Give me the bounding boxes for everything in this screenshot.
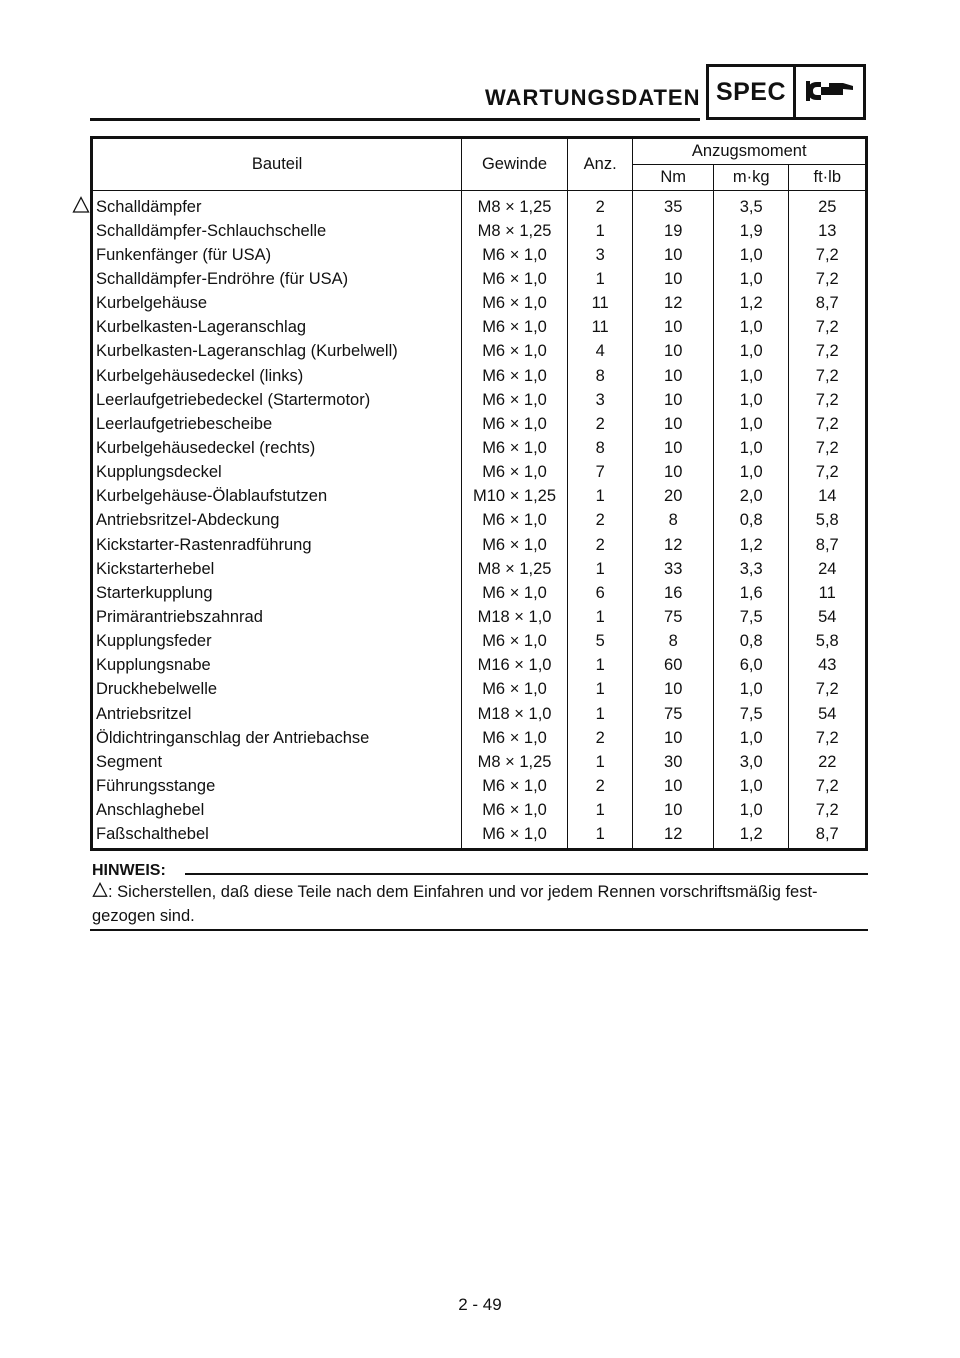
table-row bbox=[92, 799, 867, 823]
nm-cell: 60 bbox=[633, 654, 713, 678]
part-cell: Kurbelgehäusedeckel (rechts) bbox=[92, 436, 462, 460]
header-rule bbox=[90, 118, 700, 121]
ftlb-cell: 7,2 bbox=[789, 799, 867, 823]
nm-cell: 30 bbox=[633, 750, 713, 774]
thread-cell: M6 × 1,0 bbox=[462, 292, 568, 316]
thread-cell: M6 × 1,0 bbox=[462, 630, 568, 654]
mkg-cell: 1,0 bbox=[713, 774, 789, 798]
thread-cell: M6 × 1,0 bbox=[462, 388, 568, 412]
mkg-cell: 1,2 bbox=[713, 823, 789, 850]
table-row bbox=[92, 412, 867, 436]
table-row bbox=[92, 678, 867, 702]
nm-cell: 10 bbox=[633, 799, 713, 823]
table-row bbox=[92, 702, 867, 726]
nm-cell: 10 bbox=[633, 678, 713, 702]
qty-cell: 1 bbox=[567, 557, 633, 581]
ftlb-cell: 7,2 bbox=[789, 267, 867, 291]
part-cell: Kurbelgehäuse bbox=[92, 292, 462, 316]
nm-cell: 19 bbox=[633, 219, 713, 243]
table-row bbox=[92, 388, 867, 412]
nm-cell: 10 bbox=[633, 267, 713, 291]
part-cell: Kupplungsdeckel bbox=[92, 461, 462, 485]
table-row bbox=[92, 581, 867, 605]
qty-cell: 2 bbox=[567, 509, 633, 533]
table-row bbox=[92, 219, 867, 243]
ftlb-cell: 43 bbox=[789, 654, 867, 678]
triangle-mark-icon bbox=[72, 196, 90, 214]
mkg-cell: 1,0 bbox=[713, 267, 789, 291]
part-cell: Kurbelgehäusedeckel (links) bbox=[92, 364, 462, 388]
part-cell: Kurbelkasten-Lageranschlag (Kurbelwell) bbox=[92, 340, 462, 364]
qty-cell: 1 bbox=[567, 702, 633, 726]
qty-cell: 7 bbox=[567, 461, 633, 485]
header-mkg: m·kg bbox=[713, 165, 789, 191]
nm-cell: 10 bbox=[633, 243, 713, 267]
header-thread: Gewinde bbox=[462, 138, 568, 191]
nm-cell: 35 bbox=[633, 191, 713, 220]
ftlb-cell: 8,7 bbox=[789, 292, 867, 316]
table-row bbox=[92, 533, 867, 557]
nm-cell: 8 bbox=[633, 630, 713, 654]
ftlb-cell: 7,2 bbox=[789, 243, 867, 267]
qty-cell: 2 bbox=[567, 726, 633, 750]
nm-cell: 33 bbox=[633, 557, 713, 581]
ftlb-cell: 7,2 bbox=[789, 364, 867, 388]
qty-cell: 2 bbox=[567, 774, 633, 798]
thread-cell: M10 × 1,25 bbox=[462, 485, 568, 509]
nm-cell: 75 bbox=[633, 605, 713, 629]
part-cell: Kickstarter-Rastenradführung bbox=[92, 533, 462, 557]
mkg-cell: 1,0 bbox=[713, 243, 789, 267]
torque-table bbox=[90, 136, 868, 851]
thread-cell: M6 × 1,0 bbox=[462, 364, 568, 388]
qty-cell: 1 bbox=[567, 267, 633, 291]
thread-cell: M18 × 1,0 bbox=[462, 702, 568, 726]
qty-cell: 2 bbox=[567, 191, 633, 220]
part-cell: Leerlaufgetriebescheibe bbox=[92, 412, 462, 436]
qty-cell: 5 bbox=[567, 630, 633, 654]
table-row bbox=[92, 750, 867, 774]
table-row bbox=[92, 557, 867, 581]
ftlb-cell: 7,2 bbox=[789, 316, 867, 340]
mkg-cell: 1,2 bbox=[713, 533, 789, 557]
part-cell: Schalldämpfer bbox=[92, 191, 462, 220]
thread-cell: M6 × 1,0 bbox=[462, 823, 568, 850]
qty-cell: 1 bbox=[567, 678, 633, 702]
qty-cell: 4 bbox=[567, 340, 633, 364]
nm-cell: 10 bbox=[633, 340, 713, 364]
thread-cell: M8 × 1,25 bbox=[462, 191, 568, 220]
mkg-cell: 2,0 bbox=[713, 485, 789, 509]
table-row bbox=[92, 509, 867, 533]
thread-cell: M6 × 1,0 bbox=[462, 774, 568, 798]
ftlb-cell: 24 bbox=[789, 557, 867, 581]
part-cell: Kupplungsnabe bbox=[92, 654, 462, 678]
mkg-cell: 1,0 bbox=[713, 678, 789, 702]
thread-cell: M6 × 1,0 bbox=[462, 533, 568, 557]
part-cell: Kickstarterhebel bbox=[92, 557, 462, 581]
qty-cell: 2 bbox=[567, 533, 633, 557]
ftlb-cell: 7,2 bbox=[789, 461, 867, 485]
table-row bbox=[92, 726, 867, 750]
mkg-cell: 0,8 bbox=[713, 630, 789, 654]
thread-cell: M6 × 1,0 bbox=[462, 316, 568, 340]
mkg-cell: 1,0 bbox=[713, 412, 789, 436]
thread-cell: M6 × 1,0 bbox=[462, 461, 568, 485]
qty-cell: 11 bbox=[567, 292, 633, 316]
nm-cell: 10 bbox=[633, 316, 713, 340]
part-cell: Faßschalthebel bbox=[92, 823, 462, 850]
ftlb-cell: 7,2 bbox=[789, 774, 867, 798]
mkg-cell: 7,5 bbox=[713, 605, 789, 629]
spec-badge bbox=[706, 64, 866, 120]
part-cell: Schalldämpfer-Schlauchschelle bbox=[92, 219, 462, 243]
qty-cell: 1 bbox=[567, 605, 633, 629]
table-row bbox=[92, 654, 867, 678]
thread-cell: M6 × 1,0 bbox=[462, 340, 568, 364]
table-row bbox=[92, 630, 867, 654]
part-cell: Leerlaufgetriebedeckel (Startermotor) bbox=[92, 388, 462, 412]
qty-cell: 2 bbox=[567, 412, 633, 436]
mkg-cell: 1,0 bbox=[713, 799, 789, 823]
part-cell: Anschlaghebel bbox=[92, 799, 462, 823]
qty-cell: 1 bbox=[567, 799, 633, 823]
part-cell: Antriebsritzel-Abdeckung bbox=[92, 509, 462, 533]
table-row bbox=[92, 316, 867, 340]
nm-cell: 8 bbox=[633, 509, 713, 533]
ftlb-cell: 11 bbox=[789, 581, 867, 605]
qty-cell: 1 bbox=[567, 750, 633, 774]
qty-cell: 11 bbox=[567, 316, 633, 340]
mkg-cell: 1,0 bbox=[713, 340, 789, 364]
nm-cell: 16 bbox=[633, 581, 713, 605]
thread-cell: M6 × 1,0 bbox=[462, 726, 568, 750]
mkg-cell: 1,0 bbox=[713, 436, 789, 460]
nm-cell: 10 bbox=[633, 774, 713, 798]
page-title: WARTUNGSDATEN bbox=[485, 85, 701, 110]
header-torque: Anzugsmoment bbox=[633, 138, 867, 165]
thread-cell: M6 × 1,0 bbox=[462, 678, 568, 702]
page-number: 2 - 49 bbox=[458, 1295, 502, 1314]
thread-cell: M8 × 1,25 bbox=[462, 219, 568, 243]
note-rule bbox=[185, 873, 868, 875]
ftlb-cell: 54 bbox=[789, 702, 867, 726]
thread-cell: M8 × 1,25 bbox=[462, 750, 568, 774]
thread-cell: M6 × 1,0 bbox=[462, 267, 568, 291]
triangle-mark-icon bbox=[92, 882, 108, 898]
ftlb-cell: 5,8 bbox=[789, 630, 867, 654]
thread-cell: M16 × 1,0 bbox=[462, 654, 568, 678]
nm-cell: 10 bbox=[633, 436, 713, 460]
nm-cell: 10 bbox=[633, 461, 713, 485]
mkg-cell: 3,5 bbox=[713, 191, 789, 220]
thread-cell: M6 × 1,0 bbox=[462, 799, 568, 823]
table-row bbox=[92, 243, 867, 267]
nm-cell: 75 bbox=[633, 702, 713, 726]
qty-cell: 3 bbox=[567, 243, 633, 267]
table-row bbox=[92, 774, 867, 798]
ftlb-cell: 7,2 bbox=[789, 726, 867, 750]
mkg-cell: 7,5 bbox=[713, 702, 789, 726]
part-cell: Schalldämpfer-Endröhre (für USA) bbox=[92, 267, 462, 291]
part-cell: Kupplungsfeder bbox=[92, 630, 462, 654]
mkg-cell: 3,3 bbox=[713, 557, 789, 581]
mkg-cell: 0,8 bbox=[713, 509, 789, 533]
thread-cell: M6 × 1,0 bbox=[462, 509, 568, 533]
mkg-cell: 1,6 bbox=[713, 581, 789, 605]
note-text bbox=[92, 880, 868, 928]
mkg-cell: 1,0 bbox=[713, 461, 789, 485]
table-row bbox=[92, 364, 867, 388]
part-cell: Kurbelgehäuse-Ölablaufstutzen bbox=[92, 485, 462, 509]
nm-cell: 10 bbox=[633, 726, 713, 750]
ftlb-cell: 8,7 bbox=[789, 823, 867, 850]
ftlb-cell: 22 bbox=[789, 750, 867, 774]
part-cell: Kurbelkasten-Lageranschlag bbox=[92, 316, 462, 340]
nm-cell: 12 bbox=[633, 533, 713, 557]
qty-cell: 8 bbox=[567, 436, 633, 460]
qty-cell: 8 bbox=[567, 364, 633, 388]
ftlb-cell: 5,8 bbox=[789, 509, 867, 533]
mkg-cell: 1,0 bbox=[713, 726, 789, 750]
qty-cell: 3 bbox=[567, 388, 633, 412]
mkg-cell: 1,9 bbox=[713, 219, 789, 243]
thread-cell: M6 × 1,0 bbox=[462, 412, 568, 436]
part-cell: Öldichtringanschlag der Antriebachse bbox=[92, 726, 462, 750]
ftlb-cell: 7,2 bbox=[789, 340, 867, 364]
mkg-cell: 1,0 bbox=[713, 364, 789, 388]
ftlb-cell: 8,7 bbox=[789, 533, 867, 557]
header-ftlb: ft·lb bbox=[789, 165, 867, 191]
thread-cell: M6 × 1,0 bbox=[462, 243, 568, 267]
ftlb-cell: 7,2 bbox=[789, 412, 867, 436]
table-row bbox=[92, 292, 867, 316]
part-cell: Druckhebelwelle bbox=[92, 678, 462, 702]
nm-cell: 10 bbox=[633, 388, 713, 412]
qty-cell: 1 bbox=[567, 485, 633, 509]
table-row bbox=[92, 823, 867, 850]
nm-cell: 12 bbox=[633, 292, 713, 316]
ftlb-cell: 14 bbox=[789, 485, 867, 509]
ftlb-cell: 7,2 bbox=[789, 678, 867, 702]
part-cell: Führungsstange bbox=[92, 774, 462, 798]
spec-label: SPEC bbox=[709, 67, 796, 117]
qty-cell: 1 bbox=[567, 219, 633, 243]
part-cell: Funkenfänger (für USA) bbox=[92, 243, 462, 267]
header-nm: Nm bbox=[633, 165, 713, 191]
table-row bbox=[92, 340, 867, 364]
wrench-icon bbox=[796, 67, 863, 117]
thread-cell: M6 × 1,0 bbox=[462, 436, 568, 460]
mkg-cell: 6,0 bbox=[713, 654, 789, 678]
qty-cell: 1 bbox=[567, 654, 633, 678]
part-cell: Starterkupplung bbox=[92, 581, 462, 605]
mkg-cell: 1,0 bbox=[713, 316, 789, 340]
nm-cell: 12 bbox=[633, 823, 713, 850]
ftlb-cell: 25 bbox=[789, 191, 867, 220]
note-body: : Sicherstellen, daß diese Teile nach dem Einfahren und vor jedem Rennen vorschriftsmäßig fest-gezogen sind. bbox=[92, 883, 818, 925]
thread-cell: M8 × 1,25 bbox=[462, 557, 568, 581]
ftlb-cell: 7,2 bbox=[789, 436, 867, 460]
table-row bbox=[92, 605, 867, 629]
part-cell: Antriebsritzel bbox=[92, 702, 462, 726]
part-cell: Segment bbox=[92, 750, 462, 774]
table-row bbox=[92, 436, 867, 460]
table-row bbox=[92, 267, 867, 291]
qty-cell: 1 bbox=[567, 823, 633, 850]
mkg-cell: 1,0 bbox=[713, 388, 789, 412]
mkg-cell: 3,0 bbox=[713, 750, 789, 774]
thread-cell: M6 × 1,0 bbox=[462, 581, 568, 605]
ftlb-cell: 54 bbox=[789, 605, 867, 629]
thread-cell: M18 × 1,0 bbox=[462, 605, 568, 629]
note-bottom-rule bbox=[90, 929, 868, 931]
header-qty: Anz. bbox=[567, 138, 633, 191]
nm-cell: 10 bbox=[633, 412, 713, 436]
ftlb-cell: 13 bbox=[789, 219, 867, 243]
mkg-cell: 1,2 bbox=[713, 292, 789, 316]
table-row bbox=[92, 461, 867, 485]
nm-cell: 20 bbox=[633, 485, 713, 509]
ftlb-cell: 7,2 bbox=[789, 388, 867, 412]
torque-table-body bbox=[92, 191, 867, 850]
table-row bbox=[92, 191, 867, 220]
table-row bbox=[92, 485, 867, 509]
qty-cell: 6 bbox=[567, 581, 633, 605]
nm-cell: 10 bbox=[633, 364, 713, 388]
header-part: Bauteil bbox=[92, 138, 462, 191]
part-cell: Primärantriebszahnrad bbox=[92, 605, 462, 629]
note-label: HINWEIS: bbox=[92, 862, 166, 879]
